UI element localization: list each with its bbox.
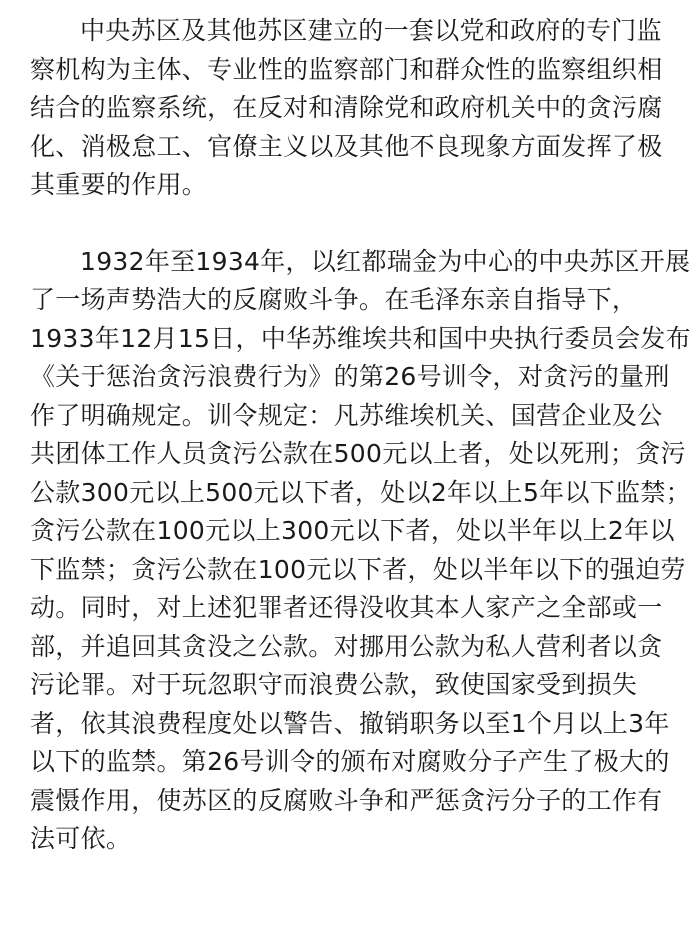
paragraph-line: 《关于惩治贪污浪费行为》的第26号训令，对贪污的量刑	[30, 362, 670, 391]
paragraph-line: 下监禁；贪污公款在100元以下者，处以半年以下的强迫劳	[30, 554, 686, 584]
paragraph-line: 部，并追回其贪没之公款。对挪用公款为私人营利者以贪	[30, 631, 663, 661]
paragraph-line: 作了明确规定。训令规定：凡苏维埃机关、国营企业及公	[30, 400, 663, 430]
paragraph-line: 中央苏区及其他苏区建立的一套以党和政府的专门监	[80, 16, 662, 45]
paragraph-2	[30, 243, 691, 859]
paragraph-line: 法可依。	[30, 824, 132, 853]
paragraph-line: 结合的监察系统，在反对和清除党和政府机关中的贪污腐	[30, 93, 663, 122]
paragraph-line: 其重要的作用。	[30, 170, 208, 199]
paragraph-line: 察机构为主体、专业性的监察部门和群众性的监察组织相	[30, 54, 663, 84]
paragraph-line: 污论罪。对于玩忽职守而浪费公款，致使国家受到损失	[30, 670, 638, 699]
paragraph-line: 贪污公款在100元以上300元以下者，处以半年以上2年以	[30, 516, 675, 545]
paragraph-line: 震慑作用，使苏区的反腐败斗争和严惩贪污分子的工作有	[30, 785, 663, 815]
paragraph-line: 以下的监禁。第26号训令的颁布对腐败分子产生了极大的	[30, 747, 670, 776]
article-body	[30, 12, 691, 859]
paragraph-line: 共团体工作人员贪污公款在500元以上者，处以死刑；贪污	[30, 439, 686, 468]
paragraph-line: 化、消极怠工、官僚主义以及其他不良现象方面发挥了极	[30, 131, 663, 161]
paragraph-line: 了一场声势浩大的反腐败斗争。在毛泽东亲自指导下，	[30, 285, 638, 314]
paragraph-gap	[30, 205, 670, 243]
paragraph-line: 动。同时，对上述犯罪者还得没收其本人家产之全部或一	[30, 593, 663, 622]
paragraph-line: 者，依其浪费程度处以警告、撤销职务以至1个月以上3年	[30, 708, 670, 738]
paragraph-1	[30, 12, 670, 205]
paragraph-line: 1933年12月15日，中华苏维埃共和国中央执行委员会发布	[30, 323, 691, 353]
paragraph-line: 1932年至1934年，以红都瑞金为中心的中央苏区开展	[80, 246, 691, 276]
paragraph-line: 公款300元以上500元以下者，处以2年以上5年以下监禁；	[30, 477, 691, 507]
